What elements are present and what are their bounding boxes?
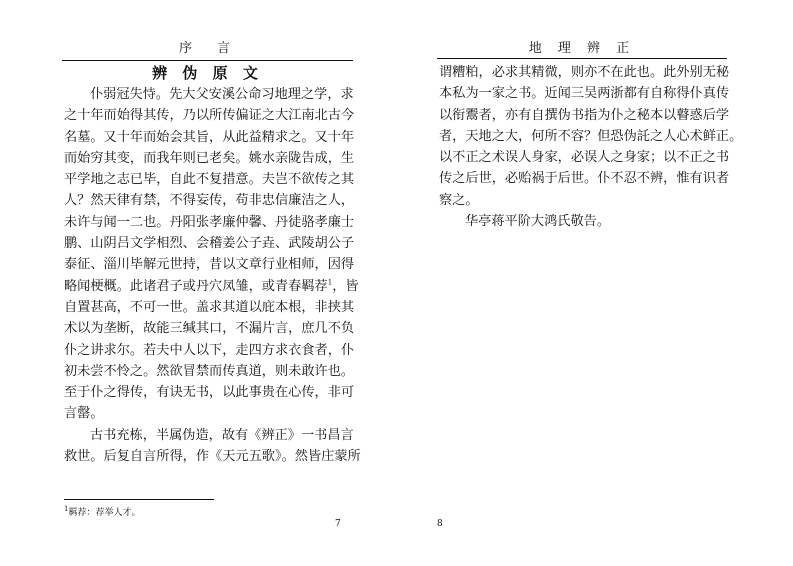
- section-title: 辨 伪 原 文: [152, 64, 263, 82]
- text-line-content: 以衔鬻者，亦有自撰伪书指为仆之秘本以瞽惑后学: [439, 107, 730, 123]
- text-line-content: 言罄。: [64, 406, 104, 422]
- text-line: [439, 126, 743, 147]
- text-line: [64, 169, 353, 190]
- text-line: [64, 403, 353, 424]
- text-line-content: 仆弱冠失恃。先大父安溪公命习地理之学，求: [90, 87, 354, 102]
- text-line-content: 传之后世，必贻祸于后世。仆不忍不辨，惟有识者: [439, 171, 730, 187]
- text-line: [439, 83, 730, 104]
- text-line-content: 而始穷其变，而我年则已老矣。姚水亲陇告成，生: [64, 150, 355, 166]
- text-line: [64, 382, 353, 403]
- text-line: [64, 105, 353, 126]
- text-line: [439, 168, 730, 189]
- text-line: [439, 105, 730, 126]
- text-line-content: 人？然天律有禁，不得妄传，苟非忠信廉洁之人，: [64, 193, 355, 209]
- running-head-left: 序 言: [178, 41, 236, 56]
- text-line-content: 仆之讲求尔。若夫中人以下，走四方求衣食者，仆: [64, 342, 355, 358]
- left-page: [62, 0, 361, 566]
- text-line: [64, 190, 353, 211]
- text-line-content: 本私为一家之书。近闻三吴两浙都有自称得仆真传: [439, 86, 730, 102]
- text-line-content: 以不正之术误人身家，必误人之身家；以不正之书: [439, 150, 730, 166]
- footnote: [64, 507, 140, 519]
- text-line-content: 古书充栋，半属伪造，故有《辨正》一书昌言: [90, 427, 354, 443]
- text-line: [439, 147, 730, 168]
- text-line: [64, 318, 353, 339]
- text-line-content: 术以为垄断，故能三缄其口，不漏片言，庶几不负: [64, 321, 355, 337]
- footnote-text: 羁荐：荐举人才。: [68, 508, 141, 518]
- text-line-content: 未许与闻一二也。丹阳张孝廉仲馨、丹徒骆孝廉士: [64, 214, 355, 230]
- header-rule-left: [62, 60, 353, 61]
- left-body-text: [64, 84, 361, 467]
- text-line: [64, 297, 353, 318]
- text-line: [64, 340, 353, 361]
- page-number-left: 7: [335, 519, 341, 529]
- text-line-continuation: ，皆: [332, 278, 359, 294]
- text-line-content: 谓糟粕，必求其精微，则亦不在此也。此外别无秘: [439, 65, 730, 80]
- text-line-content: 平学地之志已毕，自此不复措意。夫岂不欲传之其: [64, 172, 355, 188]
- right-body-text: [439, 62, 743, 232]
- text-line: [439, 190, 727, 211]
- text-line: [439, 211, 727, 232]
- text-line: [64, 84, 353, 105]
- text-line-content: 之十年而始得其传，乃以所传偏证之大江南北古今: [64, 108, 355, 124]
- text-line-content: 察之。: [439, 192, 479, 208]
- page-number-right: 8: [437, 519, 443, 529]
- text-line: [64, 233, 353, 254]
- text-line: [439, 62, 730, 83]
- text-line-content: 泰征、淄川毕解元世持，昔以文章行业相师，因得: [64, 257, 355, 273]
- text-line: [64, 148, 353, 169]
- text-line-content: 鹏、山阴吕文学相烈、会稽姜公子垚、武陵胡公子: [64, 236, 355, 252]
- text-line-content: 华亭蒋平阶大鸿氏敬告。: [465, 214, 611, 230]
- header-rule-right: [437, 58, 727, 59]
- text-line-content: 救世。后复自言所得，作《天元五歌》。然皆庄蒙所: [64, 449, 361, 465]
- footnote-mark: 1: [64, 505, 69, 513]
- text-line-content: 者，天地之大，何所不容？但恐伪託之人心术鲜正。: [439, 128, 743, 144]
- text-line-content: 至于仆之得传，有诀无书，以此事贵在心传，非可: [64, 385, 355, 401]
- footnote-reference: 1: [327, 278, 333, 287]
- text-line: [64, 276, 359, 297]
- text-line: [64, 254, 353, 275]
- text-line: [64, 361, 353, 382]
- text-line: [64, 425, 353, 446]
- text-line-content: 略闻梗概。此诸君子或丹穴凤雏，或青春羁荐: [64, 278, 328, 294]
- text-line: [64, 446, 361, 467]
- footnote-rule: [64, 499, 214, 500]
- text-line-content: 自置甚高，不可一世。盖求其道以庇本根，非挟其: [64, 299, 355, 315]
- text-line: [64, 127, 353, 148]
- text-line-content: 名墓。又十年而始会其旨，从此益精求之。又十年: [64, 129, 355, 145]
- right-page: [437, 0, 743, 566]
- text-line-content: 初未尝不怜之。然欲冒禁而传真道，则未敢许也。: [64, 363, 355, 379]
- running-head-right: 地 理 辨 正: [528, 41, 636, 56]
- text-line: [64, 212, 353, 233]
